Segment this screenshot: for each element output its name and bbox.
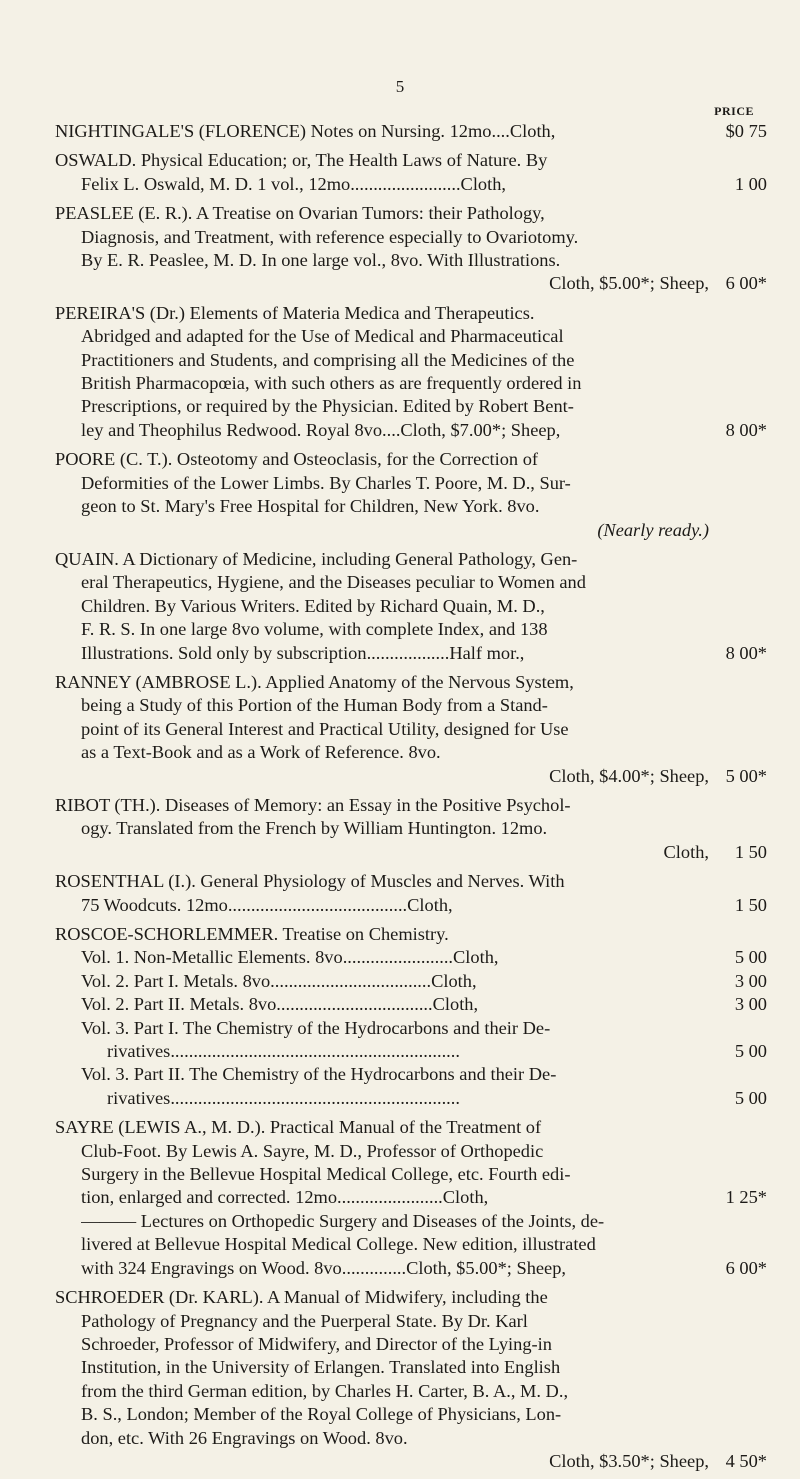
entry-line	[55, 671, 767, 694]
entry-text: QUAIN. A Dictionary of Medicine, including General Pathology, Gen-	[55, 548, 578, 569]
entry-text: geon to St. Mary's Free Hospital for Children, New York. 8vo.	[81, 496, 540, 517]
entry-text: Cloth, $4.00*; Sheep,	[549, 765, 709, 786]
entry-line	[55, 1380, 767, 1403]
entry-text: Vol. 2. Part II. Metals. 8vo..................................Cloth,	[81, 994, 479, 1015]
entry-line	[55, 173, 767, 196]
entry-text: Abridged and adapted for the Use of Medical and Pharmaceutical	[81, 326, 564, 347]
entry-text: Children. By Various Writers. Edited by Richard Quain, M. D.,	[81, 595, 545, 616]
entry-line	[55, 817, 767, 840]
catalog-entry	[55, 1116, 767, 1280]
entry-text: B. S., London; Member of the Royal College of Physicians, Lon-	[81, 1404, 562, 1425]
entry-line	[55, 395, 767, 418]
entry-text: 75 Woodcuts. 12mo.......................................Cloth,	[81, 894, 453, 915]
entry-text: Cloth, $3.50*; Sheep,	[549, 1450, 709, 1471]
entry-text: don, etc. With 26 Engravings on Wood. 8vo.	[81, 1427, 408, 1448]
catalog-entry	[55, 923, 767, 1110]
entry-text: ——— Lectures on Orthopedic Surgery and Diseases of the Joints, de-	[81, 1210, 605, 1231]
entry-text: eral Therapeutics, Hygiene, and the Diseases peculiar to Women and	[81, 572, 586, 593]
entry-line	[55, 1087, 767, 1110]
entry-line	[55, 894, 767, 917]
entry-text: (Nearly ready.)	[597, 519, 709, 540]
entry-text: PEASLEE (E. R.). A Treatise on Ovarian Tumors: their Pathology,	[55, 203, 545, 224]
entry-line	[55, 202, 767, 225]
entry-text: Vol. 3. Part I. The Chemistry of the Hydrocarbons and their De-	[81, 1017, 551, 1038]
entry-text: Club-Foot. By Lewis A. Sayre, M. D., Professor of Orthopedic	[81, 1140, 544, 1161]
entry-line	[55, 1163, 767, 1186]
entry-line	[55, 1450, 767, 1473]
entry-text: Pathology of Pregnancy and the Puerperal State. By Dr. Karl	[81, 1310, 528, 1331]
entry-text: point of its General Interest and Practical Utility, designed for Use	[81, 718, 569, 739]
entry-text: as a Text-Book and as a Work of Reference. 8vo.	[81, 742, 441, 763]
entry-price: 6 00*	[725, 1257, 767, 1278]
entry-price: 1 00	[734, 173, 767, 194]
entry-price: 1 50	[734, 894, 767, 915]
entry-text: Felix L. Oswald, M. D. 1 vol., 12mo........................Cloth,	[81, 173, 507, 194]
entry-text: F. R. S. In one large 8vo volume, with complete Index, and 138	[81, 619, 548, 640]
entry-text: livered at Bellevue Hospital Medical College. New edition, illustrated	[81, 1234, 596, 1255]
entry-text: ley and Theophilus Redwood. Royal 8vo....Cloth, $7.00*; Sheep,	[81, 419, 561, 440]
entry-price: 3 00	[734, 970, 767, 991]
entry-line	[55, 841, 767, 864]
catalog-entry	[55, 202, 767, 296]
catalog-entry	[55, 1286, 767, 1473]
entry-line	[55, 272, 767, 295]
entry-text: Vol. 3. Part II. The Chemistry of the Hydrocarbons and their De-	[81, 1064, 557, 1085]
entry-price: 1 25*	[725, 1187, 767, 1208]
entry-line	[55, 226, 767, 249]
price-column-header: PRICE	[714, 104, 754, 118]
entry-text: RANNEY (AMBROSE L.). Applied Anatomy of the Nervous System,	[55, 671, 574, 692]
entry-text: ROSENTHAL (I.). General Physiology of Muscles and Nerves. With	[55, 871, 565, 892]
entry-price: 6 00*	[725, 273, 767, 294]
entry-text: being a Study of this Portion of the Human Body from a Stand-	[81, 695, 548, 716]
entry-text: rivatives...............................................................	[107, 1041, 460, 1062]
entry-line	[55, 1040, 767, 1063]
entry-text: with 324 Engravings on Wood. 8vo..............Cloth, $5.00*; Sheep,	[81, 1257, 567, 1278]
entry-line	[55, 694, 767, 717]
catalog-entry	[55, 870, 767, 917]
entry-line	[55, 1017, 767, 1040]
catalog-entry	[55, 671, 767, 788]
entry-line	[55, 495, 767, 518]
entry-line	[55, 1257, 767, 1280]
entry-price: 3 00	[734, 994, 767, 1015]
entry-line	[55, 1063, 767, 1086]
catalog-entry	[55, 149, 767, 196]
entry-line	[55, 970, 767, 993]
entry-line	[55, 548, 767, 571]
entry-price: $0 75	[725, 121, 767, 141]
entry-line	[55, 1427, 767, 1450]
entry-text: SAYRE (LEWIS A., M. D.). Practical Manual of the Treatment of	[55, 1117, 542, 1138]
entry-price: 5 00	[734, 1087, 767, 1108]
entry-text: rivatives...............................................................	[107, 1087, 460, 1108]
page-number: 5	[395, 77, 405, 96]
entry-text: Illustrations. Sold only by subscription..................Half mor.,	[81, 642, 525, 663]
catalog-entry	[55, 448, 767, 542]
entry-line	[55, 1310, 767, 1333]
entry-text: from the third German edition, by Charles H. Carter, B. A., M. D.,	[81, 1380, 569, 1401]
entry-line	[55, 642, 767, 665]
entry-line	[55, 1286, 767, 1309]
entry-text: Surgery in the Bellevue Hospital Medical College, etc. Fourth edi-	[81, 1164, 571, 1185]
entry-line	[55, 1233, 767, 1256]
entry-line	[55, 595, 767, 618]
entry-text: Institution, in the University of Erlangen. Translated into English	[81, 1357, 561, 1378]
entry-text: ROSCOE-SCHORLEMMER. Treatise on Chemistry.	[55, 924, 449, 944]
entry-text: Cloth, $5.00*; Sheep,	[549, 273, 709, 294]
entry-line	[55, 1210, 767, 1233]
entry-text: NIGHTINGALE'S (FLORENCE) Notes on Nursing. 12mo....Cloth,	[55, 121, 556, 141]
entry-line	[55, 1140, 767, 1163]
entry-line	[55, 1116, 767, 1139]
entry-text: Vol. 1. Non-Metallic Elements. 8vo........................Cloth,	[81, 947, 499, 968]
entry-line	[55, 448, 767, 471]
book-catalog-list	[55, 120, 767, 1479]
entry-price: 4 50*	[725, 1450, 767, 1471]
entry-line	[55, 1356, 767, 1379]
entry-text: ogy. Translated from the French by William Huntington. 12mo.	[81, 818, 548, 839]
entry-price: 8 00*	[725, 419, 767, 440]
entry-text: Schroeder, Professor of Midwifery, and Director of the Lying-in	[81, 1333, 552, 1354]
entry-line	[55, 993, 767, 1016]
entry-line	[55, 870, 767, 893]
entry-text: Vol. 2. Part I. Metals. 8vo...................................Cloth,	[81, 970, 477, 991]
entry-text: By E. R. Peaslee, M. D. In one large vol., 8vo. With Illustrations.	[81, 250, 561, 271]
catalog-entry	[55, 794, 767, 864]
entry-price: 8 00*	[725, 642, 767, 663]
entry-text: Prescriptions, or required by the Physician. Edited by Robert Bent-	[81, 396, 574, 417]
entry-text: Deformities of the Lower Limbs. By Charles T. Poore, M. D., Sur-	[81, 472, 571, 493]
catalog-entry	[55, 548, 767, 665]
entry-line	[55, 618, 767, 641]
entry-line	[55, 372, 767, 395]
catalog-entry	[55, 302, 767, 442]
entry-line	[55, 349, 767, 372]
entry-text: Practitioners and Students, and comprising all the Medicines of the	[81, 349, 575, 370]
entry-price: 5 00	[734, 947, 767, 968]
entry-line	[55, 519, 767, 542]
entry-text: Cloth,	[663, 841, 709, 862]
entry-text: PEREIRA'S (Dr.) Elements of Materia Medica and Therapeutics.	[55, 302, 535, 323]
catalog-entry	[55, 120, 767, 143]
entry-price: 5 00*	[725, 765, 767, 786]
entry-text: OSWALD. Physical Education; or, The Health Laws of Nature. By	[55, 150, 548, 171]
entry-line	[55, 149, 767, 172]
entry-price: 5 00	[734, 1041, 767, 1062]
entry-text: RIBOT (TH.). Diseases of Memory: an Essay in the Positive Psychol-	[55, 794, 571, 815]
entry-price: 1 50	[734, 841, 767, 862]
entry-line	[55, 325, 767, 348]
entry-line	[55, 120, 767, 143]
entry-text: POORE (C. T.). Osteotomy and Osteoclasis, for the Correction of	[55, 449, 539, 470]
entry-line	[55, 718, 767, 741]
entry-text: British Pharmacopœia, with such others as are frequently ordered in	[81, 373, 582, 394]
entry-text: SCHROEDER (Dr. KARL). A Manual of Midwifery, including the	[55, 1287, 548, 1308]
entry-line	[55, 302, 767, 325]
entry-line	[55, 741, 767, 764]
entry-text: Diagnosis, and Treatment, with reference especially to Ovariotomy.	[81, 226, 579, 247]
entry-line	[55, 923, 767, 946]
entry-line	[55, 765, 767, 788]
entry-line	[55, 1403, 767, 1426]
entry-line	[55, 1186, 767, 1209]
entry-line	[55, 571, 767, 594]
entry-line	[55, 1333, 767, 1356]
entry-text: tion, enlarged and corrected. 12mo.......................Cloth,	[81, 1187, 489, 1208]
entry-line	[55, 249, 767, 272]
entry-line	[55, 419, 767, 442]
entry-line	[55, 946, 767, 969]
entry-line	[55, 472, 767, 495]
entry-line	[55, 794, 767, 817]
